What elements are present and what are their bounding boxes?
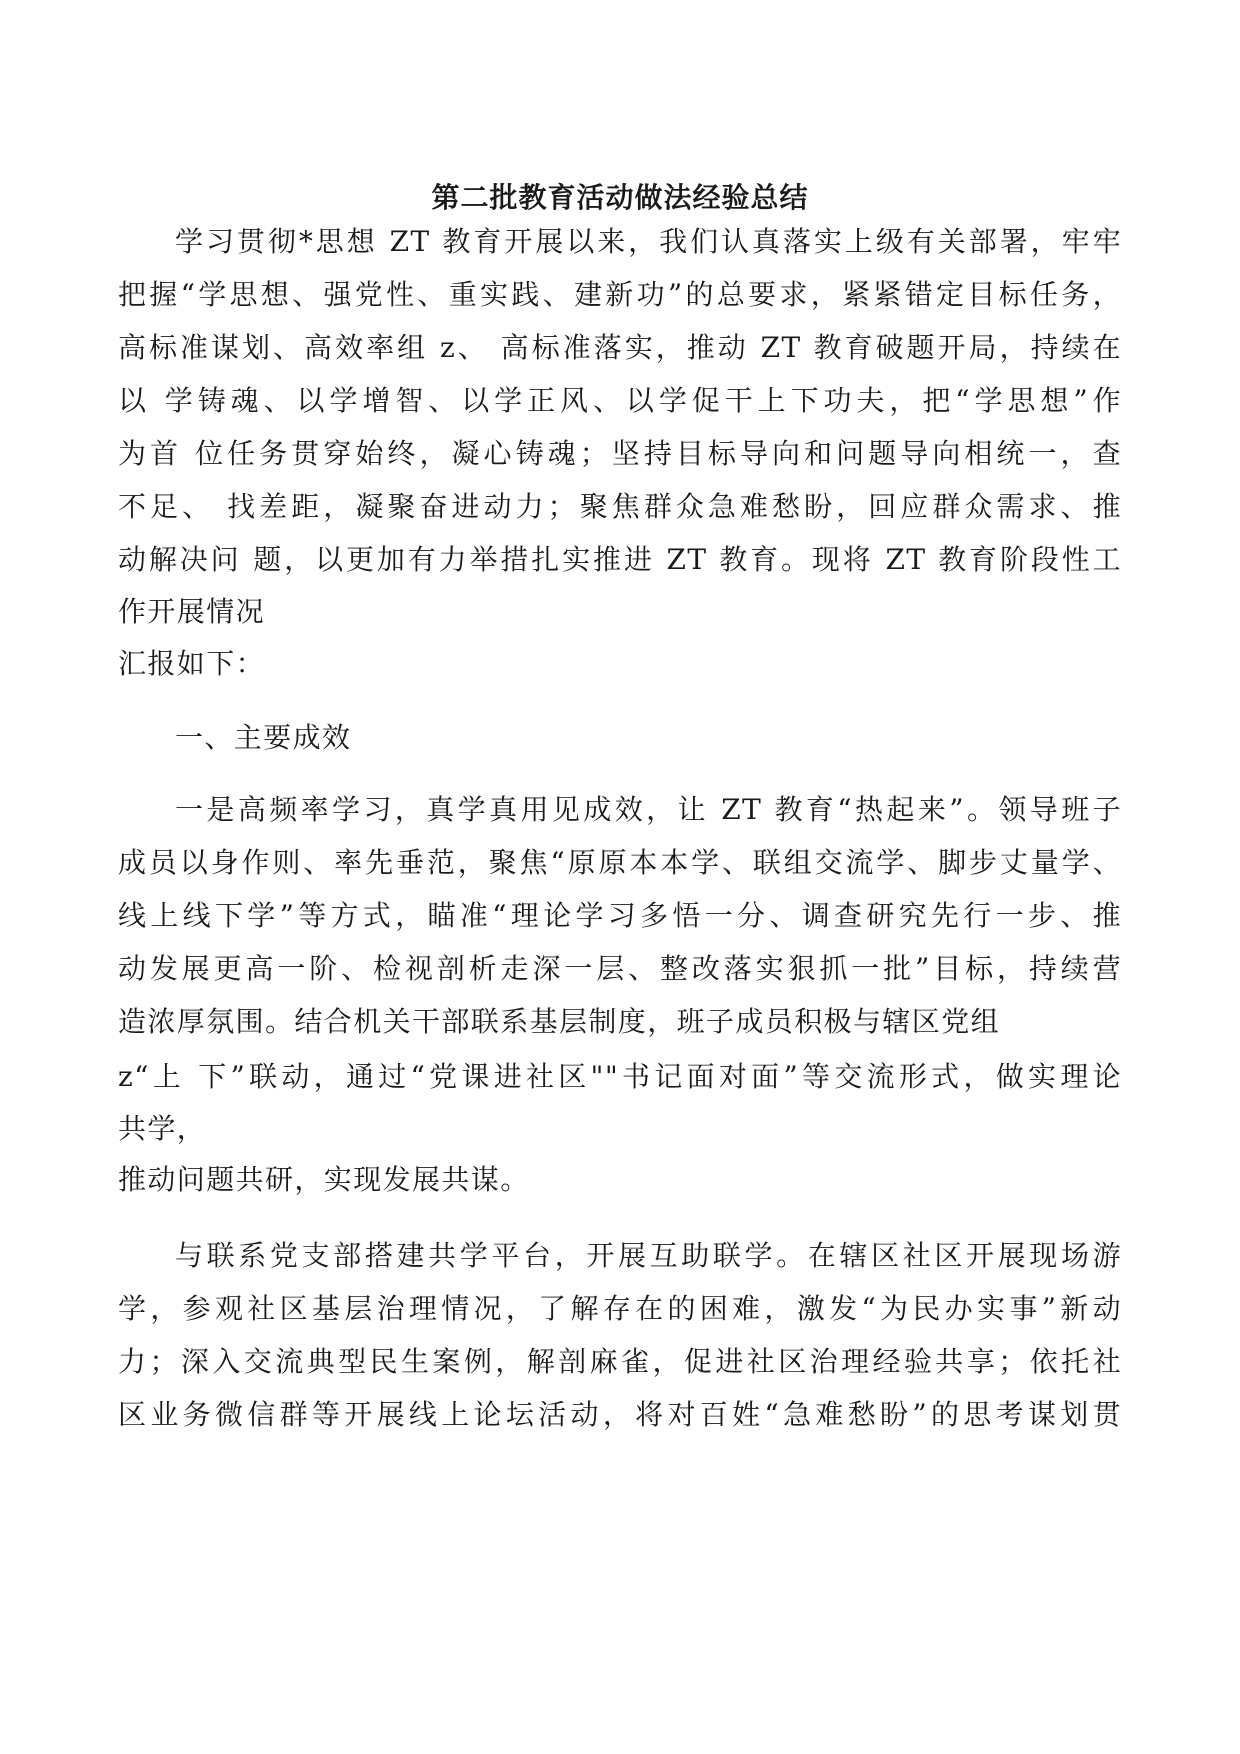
paragraph-line: 为首 位任务贯穿始终，凝心铸魂；坚持目标导向和问题导向相统一，查	[118, 437, 1122, 470]
paragraph-line: 与联系党支部搭建共学平台，开展互助联学。在辖区社区开展现场游	[175, 1239, 1122, 1272]
paragraph-line: 成员以身作则、率先垂范，聚焦“原原本本学、联组交流学、脚步丈量学、	[118, 846, 1122, 879]
paragraph-line: 作开展情况	[118, 595, 266, 628]
paragraph-line: z“上 下”联动，通过“党课进社区""书记面对面”等交流形式，做实理论	[118, 1060, 1122, 1093]
paragraph-line: 力；深入交流典型民生案例，解剖麻雀，促进社区治理经验共享；依托社	[118, 1345, 1122, 1378]
paragraph-line: 不足、 找差距，凝聚奋进动力；聚焦群众急难愁盼，回应群众需求、推	[118, 490, 1122, 523]
paragraph-line: 学，参观社区基层治理情况，了解存在的困难，激发“为民办实事”新动	[118, 1292, 1122, 1325]
paragraph-line: 共学，	[118, 1112, 207, 1145]
section-heading: 一、主要成效	[175, 721, 352, 754]
paragraph-line: 区业务微信群等开展线上论坛活动，将对百姓“急难愁盼”的思考谋划贯	[118, 1398, 1122, 1431]
paragraph-line: 造浓厚氛围。结合机关干部联系基层制度，班子成员积极与辖区党组	[118, 1005, 1001, 1038]
paragraph-line: 汇报如下：	[118, 647, 266, 680]
paragraph-line: 推动问题共研，实现发展共谋。	[118, 1163, 530, 1196]
paragraph-line: 以 学铸魂、以学增智、以学正风、以学促干上下功夫，把“学思想”作	[118, 384, 1122, 417]
paragraph-line: 学习贯彻*思想 ZT 教育开展以来，我们认真落实上级有关部署，牢牢	[175, 225, 1122, 258]
paragraph-line: 高标准谋划、高效率组 z、 高标准落实，推动 ZT 教育破题开局，持续在	[118, 331, 1122, 364]
paragraph-line: 一是高频率学习，真学真用见成效，让 ZT 教育“热起来”。领导班子	[175, 793, 1122, 826]
paragraph-line: 动发展更高一阶、检视剖析走深一层、整改落实狠抓一批”目标，持续营	[118, 952, 1122, 985]
paragraph-line: 动解决问 题，以更加有力举措扎实推进 ZT 教育。现将 ZT 教育阶段性工	[118, 543, 1122, 576]
document-title: 第二批教育活动做法经验总结	[431, 181, 809, 214]
paragraph-line: 线上线下学”等方式，瞄准“理论学习多悟一分、调查研究先行一步、推	[118, 899, 1122, 932]
paragraph-line: 把握“学思想、强党性、重实践、建新功”的总要求，紧紧错定目标任务，	[118, 278, 1122, 311]
